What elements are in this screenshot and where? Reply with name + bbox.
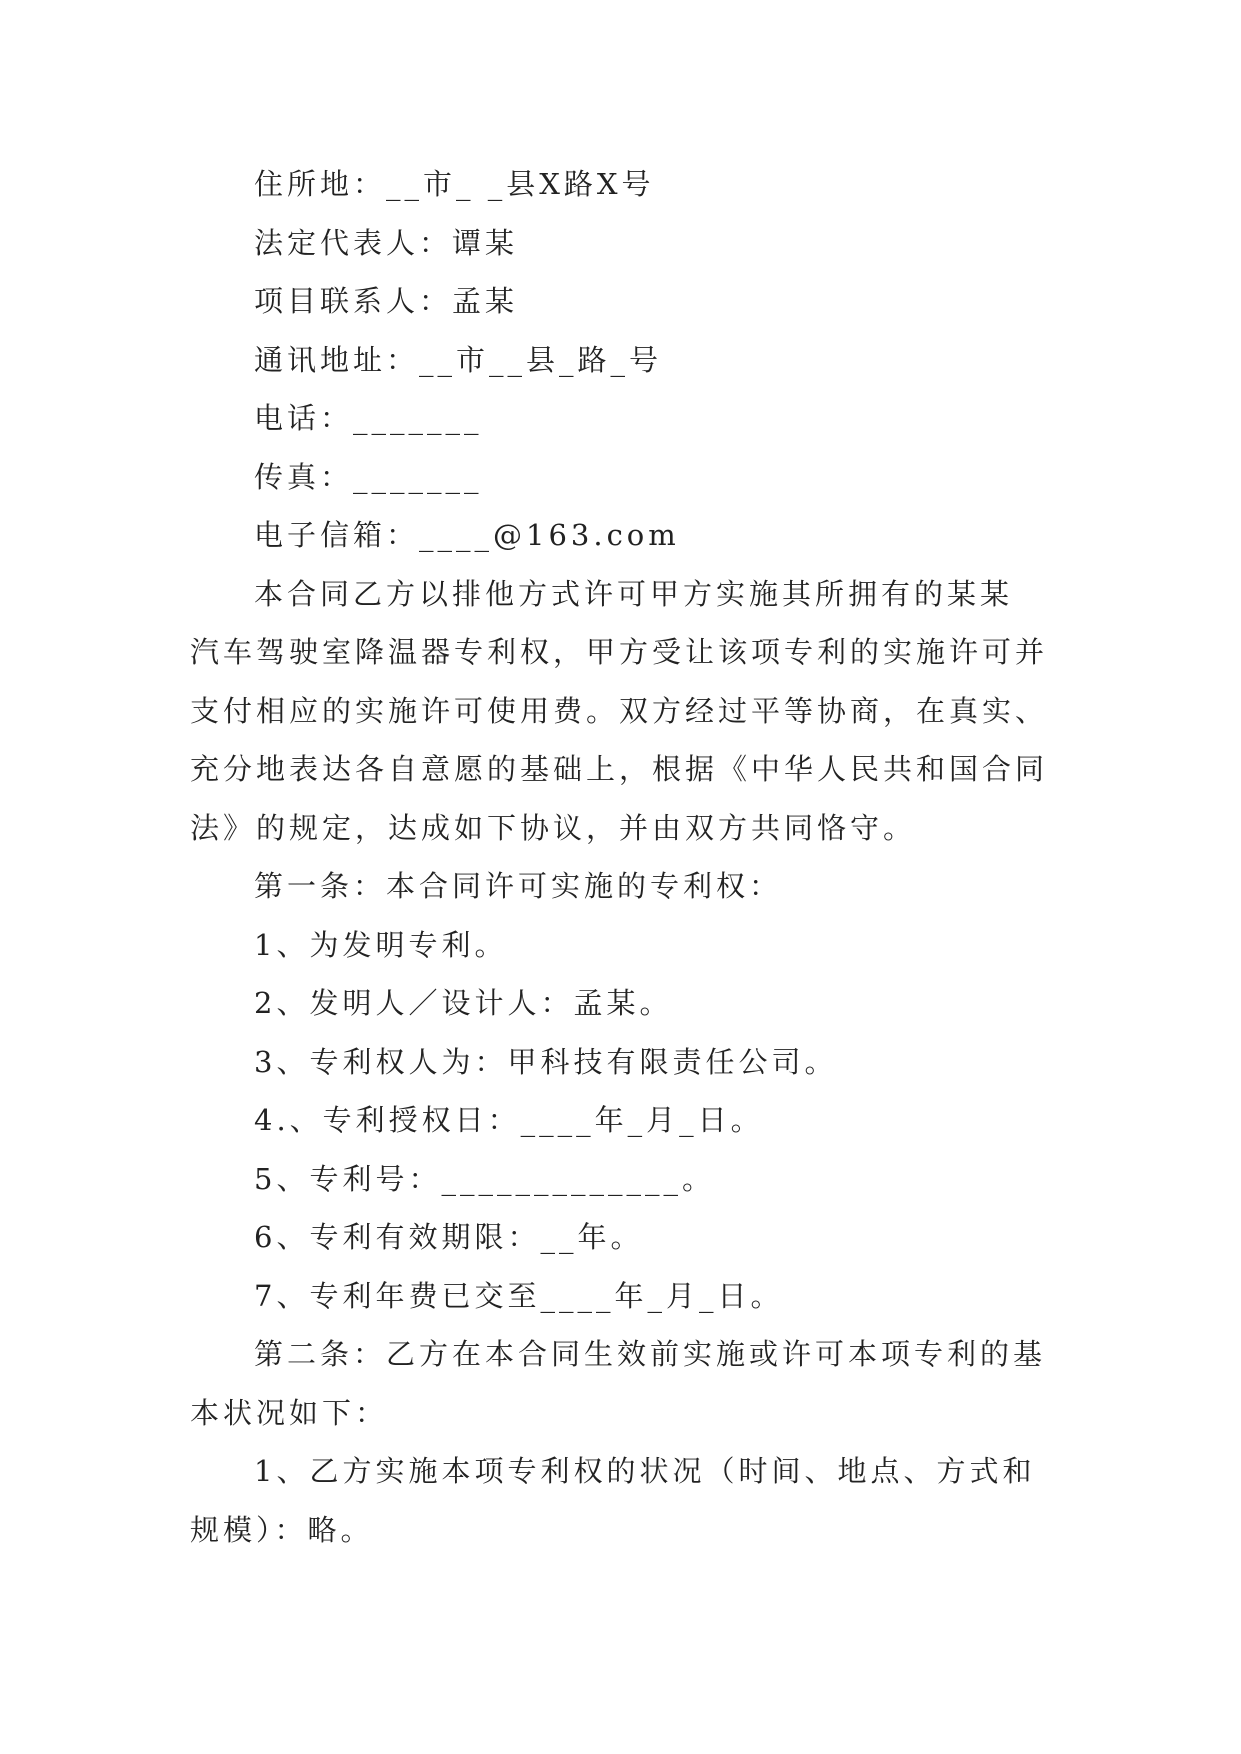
project-contact-line: 项目联系人：孟某 [254,284,519,318]
list-item: 2、发明人／设计人：孟某。 [254,986,673,1020]
email-line: 电子信箱：____@163.com [254,518,680,552]
preamble-paragraph-line: 汽车驾驶室降温器专利权，甲方受让该项专利的实施许可并 [190,635,1049,669]
preamble-paragraph-line: 充分地表达各自意愿的基础上，根据《中华人民共和国合同 [190,752,1049,786]
mailing-address-line: 通讯地址：__市__县_路_号 [254,342,663,377]
list-item: 6、专利有效期限：__年。 [254,1220,644,1254]
phone-line: 电话：_______ [254,401,483,435]
article-two-heading-continued: 本状况如下： [190,1395,389,1430]
list-item: 3、专利权人为：甲科技有限责任公司。 [254,1044,838,1079]
article-one-heading: 第一条：本合同许可实施的专利权： [254,869,783,903]
legal-representative-line: 法定代表人：谭某 [254,225,519,260]
list-item: 4.、专利授权日：____年_月_日。 [254,1103,764,1137]
address-line: 住所地：__市_ _县X路X号 [254,167,655,201]
preamble-paragraph-line: 法》的规定，达成如下协议，并由双方共同恪守。 [190,810,917,845]
list-item: 7、专利年费已交至____年_月_日。 [254,1278,784,1313]
document-body [190,155,1070,1559]
list-item-continued: 规模）：略。 [190,1512,374,1547]
list-item: 1、乙方实施本项专利权的状况（时间、地点、方式和 [254,1454,1036,1488]
preamble-paragraph-line: 本合同乙方以排他方式许可甲方实施其所拥有的某某 [254,576,1014,611]
list-item: 5、专利号：_____________。 [254,1161,715,1196]
article-two-heading: 第二条：乙方在本合同生效前实施或许可本项专利的基 [254,1337,1047,1371]
fax-line: 传真：_______ [254,459,483,494]
preamble-paragraph-line: 支付相应的实施许可使用费。双方经过平等协商，在真实、 [190,693,1049,728]
list-item: 1、为发明专利。 [254,927,508,962]
